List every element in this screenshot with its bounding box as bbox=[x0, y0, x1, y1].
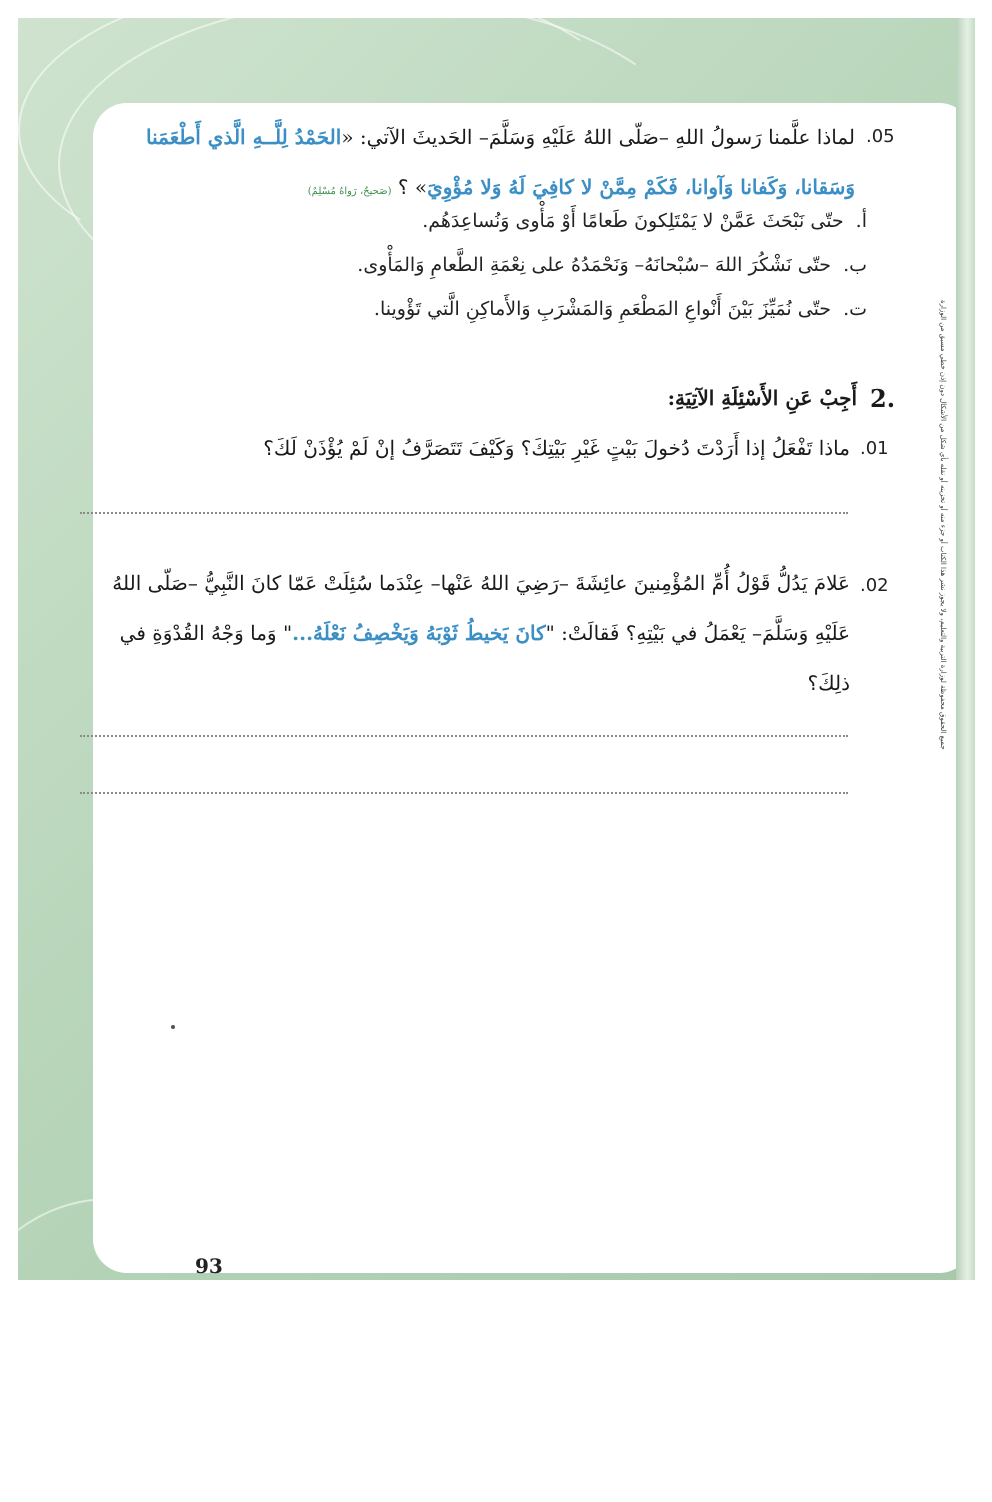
question-05-text bbox=[110, 112, 855, 217]
question-02-line-3: ذلِكَ؟ bbox=[807, 671, 850, 695]
option-text: حتّى نَبْحَثَ عَمَّنْ لا يَمْتَلِكونَ طَعامًا أَوْ مَأْوى وَنُساعِدَهُم. bbox=[422, 210, 844, 232]
question-05-intro: لماذا علَّمنا رَسولُ اللهِ –صَلّى اللهُ عَلَيْهِ وَسَلَّمَ– الحَديثَ الآتي: « bbox=[341, 125, 855, 149]
question-01-number: .01 bbox=[860, 438, 889, 459]
answer-line[interactable] bbox=[80, 735, 848, 737]
question-02-line-1: عَلامَ يَدُلُّ قَوْلُ أُمِّ المُؤْمِنينَ عائِشَةَ –رَضِيَ اللهُ عَنْها– عِنْدَما سُئِلَتْ عَمّا كانَ النَّبِيُّ –صَلّى اللهُ bbox=[112, 571, 850, 595]
hadith-close: » ؟ bbox=[397, 175, 428, 199]
hadith-part-2: وَسَقانا، وَكَفانا وَآوانا، فَكَمْ مِمَّنْ لا كافِيَ لَهُ وَلا مُؤْوِيَ bbox=[427, 175, 855, 199]
hadith-part-1: الحَمْدُ لِلَّــهِ الَّذي أَطْعَمَنا bbox=[146, 125, 342, 149]
hadith-source: (صَحيحٌ، رَواهُ مُسْلِمٌ) bbox=[307, 186, 392, 197]
question-02-text bbox=[110, 558, 850, 708]
section-2-title: أَجِبْ عَنِ الأَسْئِلَةِ الآتِيَةِ: bbox=[667, 386, 857, 410]
question-05-number: .05 bbox=[866, 126, 895, 147]
page-speck bbox=[171, 1025, 175, 1029]
option-a[interactable] bbox=[422, 210, 867, 232]
answer-line[interactable] bbox=[80, 512, 848, 514]
option-c[interactable] bbox=[374, 298, 867, 320]
option-text: حتّى نَشْكُرَ اللهَ –سُبْحانَهُ– وَنَحْمَدُهُ على نِعْمَةِ الطَّعامِ وَالمَأْوى. bbox=[357, 254, 832, 276]
option-letter: ت. bbox=[843, 298, 867, 320]
aisha-quote: كانَ يَخيطُ ثَوْبَهُ وَيَخْصِفُ نَعْلَهُ... bbox=[292, 621, 546, 645]
question-01-text: ماذا تَفْعَلُ إذا أَرَدْتَ دُخولَ بَيْتٍ غَيْرِ بَيْتِكَ؟ وَكَيْفَ تَتَصَرَّفُ إنْ لَمْ يُؤْذَنْ لَكَ؟ bbox=[263, 436, 850, 460]
option-letter: ب. bbox=[843, 254, 867, 276]
answer-line[interactable] bbox=[80, 792, 848, 794]
option-letter: أ. bbox=[855, 210, 867, 232]
option-b[interactable] bbox=[357, 254, 867, 276]
option-text: حتّى نُمَيِّزَ بَيْنَ أَنْواعِ المَطْعَمِ وَالمَشْرَبِ وَالأَماكِنِ الَّتي تَؤْوينا. bbox=[373, 298, 832, 320]
copyright-note: جميع الحقوق محفوظة لوزارة التربية والتعليم، ولا يجوز نشر هذا الكتاب أو جزء منه أو تخزينه أو نقله بأي شكل من الأشكال دون إذن خطي مسبق من الوزارة bbox=[939, 300, 947, 750]
page-number: 93 bbox=[195, 1254, 223, 1278]
question-02-line-2a: عَلَيْهِ وَسَلَّمَ– يَعْمَلُ في بَيْتِهِ؟ فَقالَتْ: " bbox=[545, 621, 850, 645]
section-2-number: 2. bbox=[870, 384, 896, 413]
question-02-line-2b: " وَما وَجْهُ القُدْوَةِ في bbox=[119, 621, 293, 645]
question-02-number: .02 bbox=[860, 575, 889, 596]
